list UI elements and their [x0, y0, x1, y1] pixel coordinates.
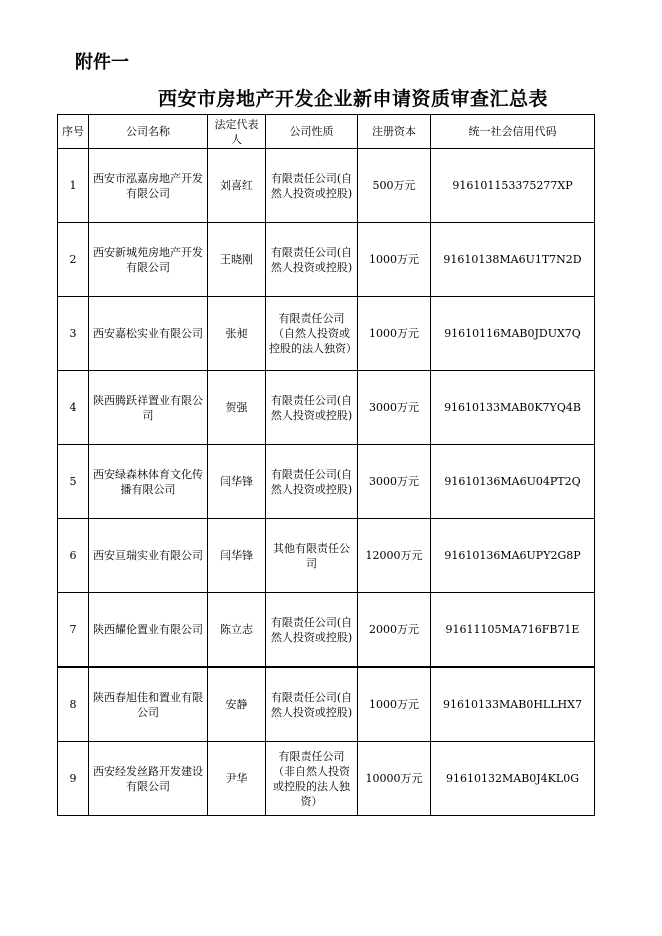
- column-header: 注册资本: [358, 115, 431, 149]
- credit-code: 91610136MA6U04PT2Q: [431, 445, 595, 519]
- company-nature: 有限责任公司(自然人投资或控股): [266, 667, 358, 742]
- legal-representative: 闫华锋: [208, 445, 266, 519]
- company-nature: 有限责任公司(自然人投资或控股): [266, 223, 358, 297]
- company-name: 西安绿森林体育文化传播有限公司: [89, 445, 208, 519]
- credit-code: 91610138MA6U1T7N2D: [431, 223, 595, 297]
- company-name: 西安经发丝路开发建设有限公司: [89, 742, 208, 816]
- credit-code: 916101153375277XP: [431, 149, 595, 223]
- table-row: [58, 223, 595, 297]
- legal-representative: 贺强: [208, 371, 266, 445]
- table-row: [58, 593, 595, 668]
- credit-code: 91610136MA6UPY2G8P: [431, 519, 595, 593]
- registered-capital: 3000万元: [358, 445, 431, 519]
- registered-capital: 1000万元: [358, 297, 431, 371]
- row-number: 8: [58, 667, 89, 742]
- row-number: 5: [58, 445, 89, 519]
- table-row: [58, 667, 595, 742]
- row-number: 9: [58, 742, 89, 816]
- company-nature: 有限责任公司（非自然人投资或控股的法人独资）: [266, 742, 358, 816]
- company-name: 陕西春旭佳和置业有限公司: [89, 667, 208, 742]
- registered-capital: 500万元: [358, 149, 431, 223]
- company-name: 西安亘瑞实业有限公司: [89, 519, 208, 593]
- credit-code: 91611105MA716FB71E: [431, 593, 595, 668]
- registered-capital: 10000万元: [358, 742, 431, 816]
- column-header: 法定代表人: [208, 115, 266, 149]
- company-nature: 有限责任公司(自然人投资或控股): [266, 445, 358, 519]
- table-row: [58, 297, 595, 371]
- legal-representative: 安静: [208, 667, 266, 742]
- company-nature: 有限责任公司(自然人投资或控股): [266, 593, 358, 668]
- table-row: [58, 742, 595, 816]
- column-header: 公司名称: [89, 115, 208, 149]
- row-number: 3: [58, 297, 89, 371]
- credit-code: 91610133MAB0K7YQ4B: [431, 371, 595, 445]
- table-row: [58, 519, 595, 593]
- registered-capital: 1000万元: [358, 223, 431, 297]
- row-number: 2: [58, 223, 89, 297]
- legal-representative: 陈立志: [208, 593, 266, 668]
- row-number: 4: [58, 371, 89, 445]
- company-nature: 有限责任公司（自然人投资或控股的法人独资）: [266, 297, 358, 371]
- table-row: [58, 445, 595, 519]
- table-row: [58, 371, 595, 445]
- legal-representative: 张昶: [208, 297, 266, 371]
- company-name: 陕西耀伦置业有限公司: [89, 593, 208, 668]
- registered-capital: 3000万元: [358, 371, 431, 445]
- registered-capital: 2000万元: [358, 593, 431, 668]
- qualification-table: [57, 114, 595, 816]
- company-nature: 有限责任公司(自然人投资或控股): [266, 371, 358, 445]
- legal-representative: 尹华: [208, 742, 266, 816]
- registered-capital: 1000万元: [358, 667, 431, 742]
- company-name: 西安嘉松实业有限公司: [89, 297, 208, 371]
- company-nature: 其他有限责任公司: [266, 519, 358, 593]
- company-name: 西安市泓嘉房地产开发有限公司: [89, 149, 208, 223]
- table-header-row: [58, 115, 595, 149]
- credit-code: 91610133MAB0HLLHX7: [431, 667, 595, 742]
- column-header: 序号: [58, 115, 89, 149]
- attachment-label: 附件一: [75, 52, 129, 73]
- column-header: 公司性质: [266, 115, 358, 149]
- column-header: 统一社会信用代码: [431, 115, 595, 149]
- row-number: 7: [58, 593, 89, 668]
- company-name: 陕西腾跃祥置业有限公司: [89, 371, 208, 445]
- credit-code: 91610116MAB0JDUX7Q: [431, 297, 595, 371]
- page-title: 西安市房地产开发企业新申请资质审查汇总表: [158, 88, 549, 110]
- legal-representative: 闫华锋: [208, 519, 266, 593]
- legal-representative: 王晓刚: [208, 223, 266, 297]
- registered-capital: 12000万元: [358, 519, 431, 593]
- row-number: 1: [58, 149, 89, 223]
- row-number: 6: [58, 519, 89, 593]
- company-name: 西安新城苑房地产开发有限公司: [89, 223, 208, 297]
- credit-code: 91610132MAB0J4KL0G: [431, 742, 595, 816]
- table-row: [58, 149, 595, 223]
- company-nature: 有限责任公司(自然人投资或控股): [266, 149, 358, 223]
- legal-representative: 刘喜红: [208, 149, 266, 223]
